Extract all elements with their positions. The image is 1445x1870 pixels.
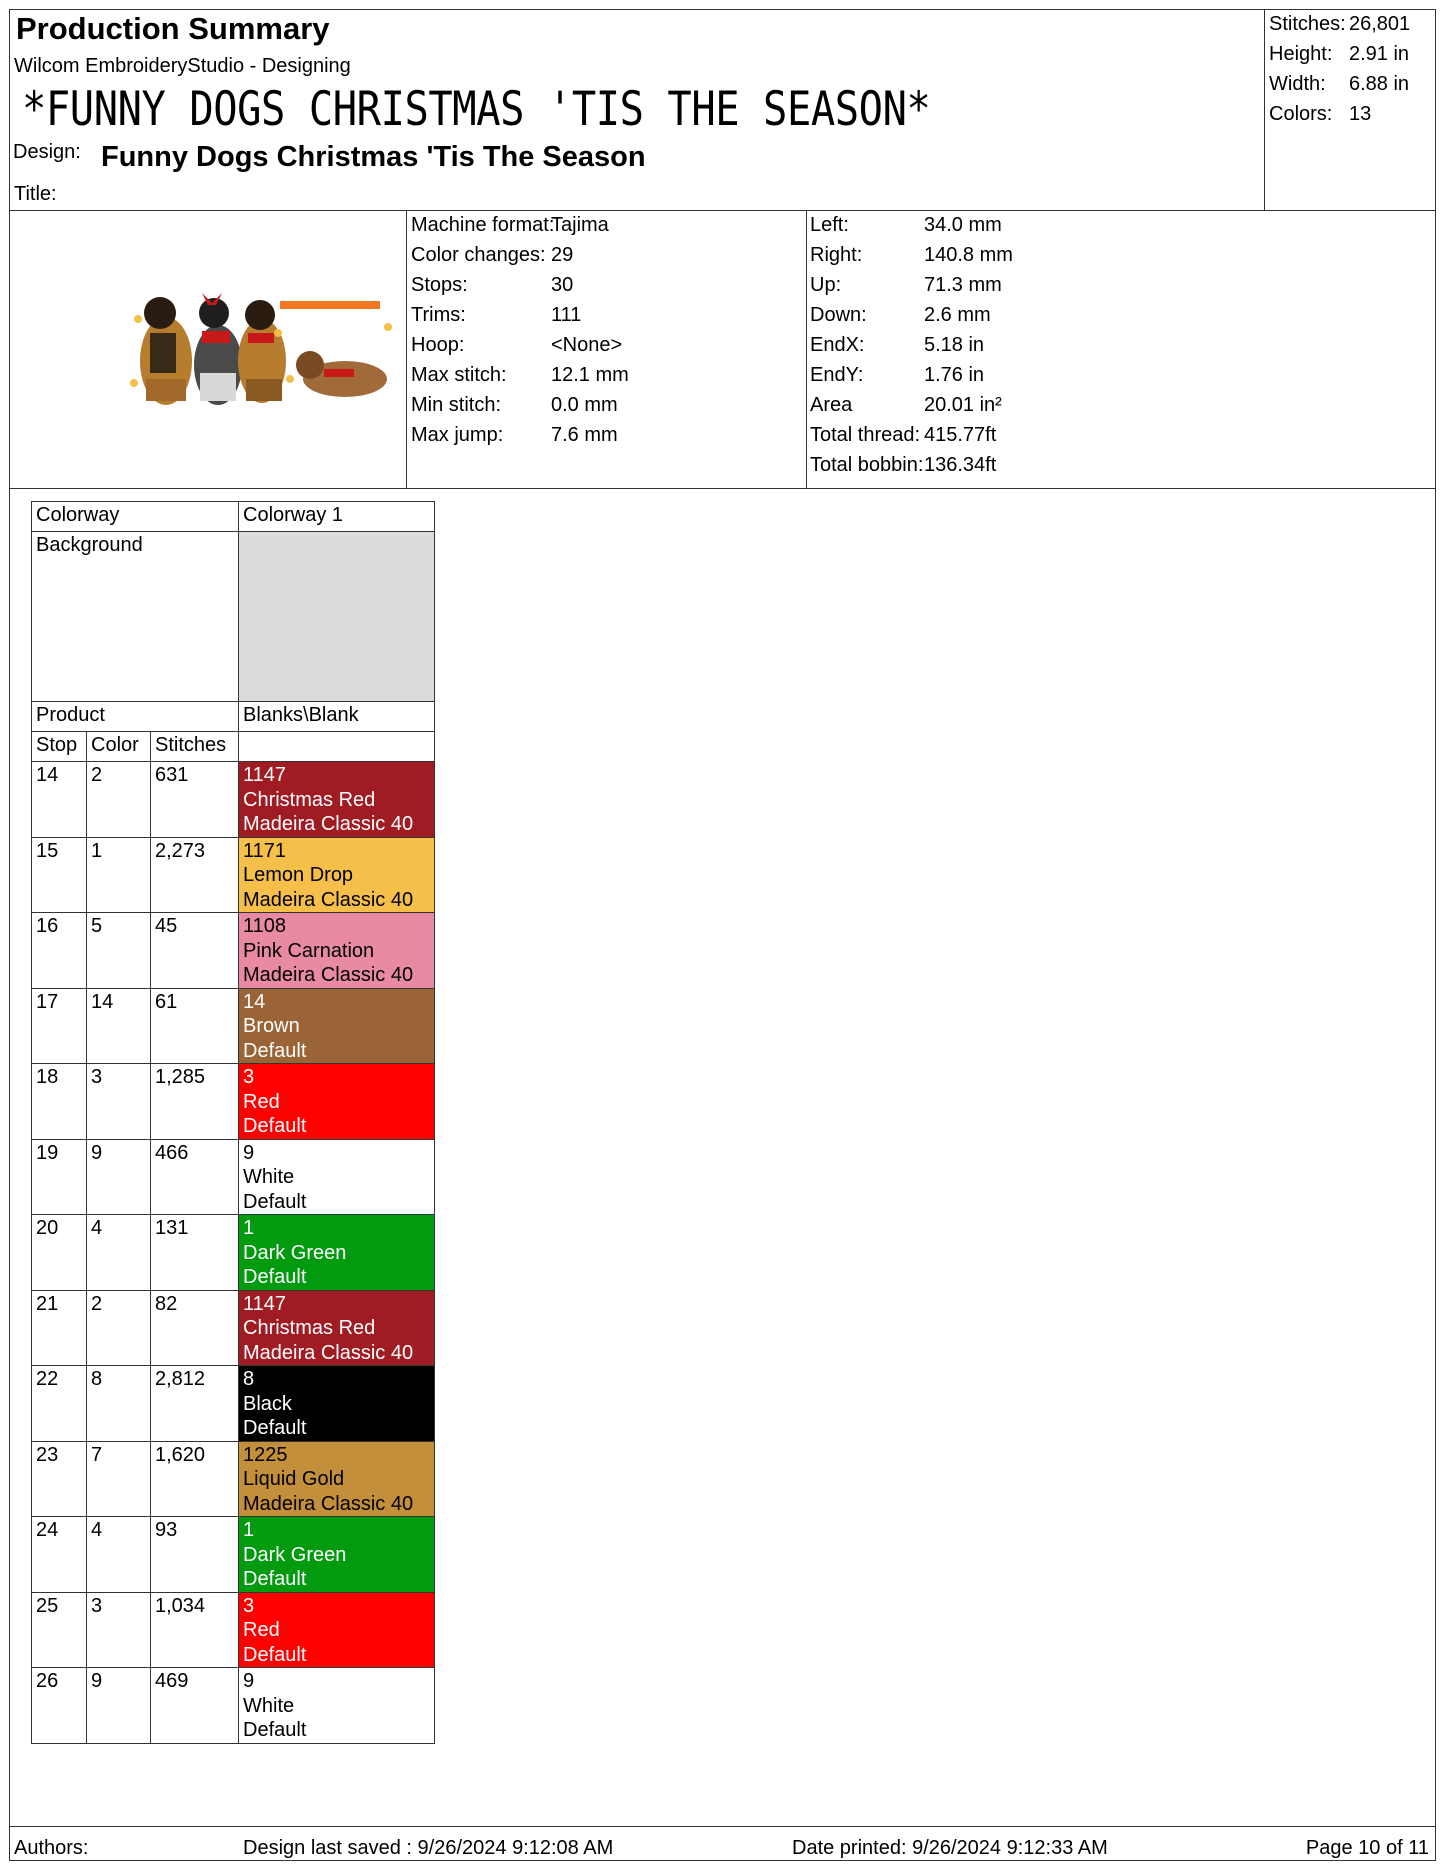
machine-info [411,210,629,450]
report-title: Production Summary [16,11,330,46]
machine-info-label: Trims: [411,304,466,326]
extents-info-row [810,300,991,330]
extents-info-value: 140.8 mm [924,244,1013,266]
stitches-cell: 82 [151,1290,239,1366]
stop-cell: 26 [32,1668,87,1744]
stop-cell: 24 [32,1517,87,1593]
table-row [32,1441,435,1517]
thread-swatch-cell [239,913,435,989]
extents-info-row [810,270,1002,300]
extents-info-row [810,420,997,450]
stop-cell: 21 [32,1290,87,1366]
thread-brand: Default [243,1190,307,1213]
thread-code: 1171 [243,839,287,862]
extents-info-row [810,390,1002,420]
footer-date-printed: Date printed: 9/26/2024 9:12:33 AM [792,1837,1108,1859]
thread-code: 3 [243,1594,255,1617]
thread-swatch-cell [239,762,435,838]
thread-swatch-cell [239,837,435,913]
thread-swatch-cell [239,1366,435,1442]
color-cell: 7 [87,1441,151,1517]
extents-info-value: 1.76 in [924,364,985,386]
color-cell: 1 [87,837,151,913]
machine-info-value: 29 [551,244,574,266]
extents-info-row [810,450,997,480]
summary-value: 2.91 in [1349,43,1410,65]
stop-cell: 16 [32,913,87,989]
thread-code: 1 [243,1519,255,1541]
table-row [32,988,435,1064]
table-row [32,1366,435,1442]
thread-name: Dark Green [243,1241,347,1264]
column-header-stop: Stop [32,732,87,762]
extents-info-row [810,360,985,390]
stitches-cell: 1,620 [151,1441,239,1517]
table-row [32,913,435,989]
extents-info-label: Total bobbin: [810,454,924,476]
thread-code: 9 [243,1141,255,1164]
thread-name: Dark Green [243,1543,347,1566]
thread-swatch-cell [239,1517,435,1593]
stitches-cell: 2,812 [151,1366,239,1442]
machine-info-label: Machine format: [411,214,555,236]
software-name: Wilcom EmbroideryStudio - Designing [14,55,351,77]
stop-cell: 17 [32,988,87,1064]
extents-info-label: Up: [810,274,842,296]
colorway-table [31,501,435,1744]
summary-label: Height: [1269,43,1333,65]
machine-info-row [411,240,574,270]
stitches-cell: 1,034 [151,1592,239,1668]
stop-cell: 25 [32,1592,87,1668]
machine-info-row [411,330,623,360]
stop-cell: 19 [32,1139,87,1215]
table-row [32,1668,435,1744]
stitches-cell: 131 [151,1215,239,1291]
thread-swatch-cell [239,1064,435,1140]
table-row [32,1139,435,1215]
color-cell: 8 [87,1366,151,1442]
machine-info-row [411,300,582,330]
table-row [32,1064,435,1140]
color-cell: 4 [87,1517,151,1593]
colorway-label: Colorway [32,502,239,532]
thread-code: 8 [243,1368,255,1390]
summary-row [1269,9,1411,39]
thread-brand: Default [243,1719,307,1741]
design-preview-image [110,283,395,409]
extents-info-value: 71.3 mm [924,274,1002,296]
machine-info-row [411,420,618,450]
footer-authors: Authors: [14,1837,89,1859]
footer-last-saved: Design last saved : 9/26/2024 9:12:08 AM [243,1837,614,1859]
design-big-title: *FUNNY DOGS CHRISTMAS 'TIS THE SEASON* [22,82,931,137]
thread-brand: Default [243,1568,307,1590]
summary-value: 26,801 [1349,13,1411,35]
extents-info-value: 5.18 in [924,334,985,356]
column-header-color: Color [87,732,151,762]
summary-row [1269,99,1372,129]
thread-name: Lemon Drop [243,864,354,886]
extents-info-label: Area [810,394,853,416]
thread-code: 9 [243,1670,255,1692]
thread-brand: Madeira Classic 40 [243,964,414,986]
color-cell: 2 [87,1290,151,1366]
thread-name: Red [243,1090,280,1113]
extents-info [810,210,1013,480]
design-preview [110,283,395,409]
machine-info-value: 111 [551,304,582,326]
thread-code: 3 [243,1066,255,1088]
machine-info-value: 12.1 mm [551,364,629,386]
extents-info-label: EndX: [810,334,865,356]
extents-info-value: 415.77ft [924,424,997,446]
product-label: Product [32,702,239,732]
machine-info-row [411,210,609,240]
thread-brand: Default [243,1115,307,1137]
color-cell: 2 [87,762,151,838]
machine-info-row [411,270,574,300]
color-cell: 5 [87,913,151,989]
summary-block [1269,9,1411,129]
thread-name: Black [243,1392,292,1415]
extents-info-value: 20.01 in² [924,394,1002,416]
table-row [32,762,435,838]
machine-info-row [411,360,629,390]
extents-info-row [810,240,1013,270]
stitches-cell: 2,273 [151,837,239,913]
colorway-value: Colorway 1 [239,502,435,532]
extents-info-label: EndY: [810,364,864,386]
thread-brand: Madeira Classic 40 [243,813,414,835]
machine-info-label: Color changes: [411,244,546,266]
extents-info-label: Left: [810,214,849,236]
summary-label: Stitches: [1269,13,1346,35]
summary-label: Colors: [1269,103,1333,125]
thread-code: 1147 [243,1292,287,1315]
thread-swatch-cell [239,988,435,1064]
table-row [32,1592,435,1668]
stop-cell: 14 [32,762,87,838]
thread-name: Red [243,1619,280,1641]
design-label: Design: [13,141,81,163]
thread-brand: Default [243,1417,307,1439]
thread-name: Brown [243,1015,300,1037]
thread-brand: Madeira Classic 40 [243,1341,414,1364]
extents-info-label: Total thread: [810,424,921,446]
machine-info-value: 7.6 mm [551,424,618,446]
extents-info-row [810,210,1002,240]
stop-cell: 20 [32,1215,87,1291]
color-cell: 3 [87,1064,151,1140]
stitches-cell: 61 [151,988,239,1064]
stitches-cell: 93 [151,1517,239,1593]
thread-swatch-cell [239,1139,435,1215]
thread-name: White [243,1694,295,1717]
thread-brand: Madeira Classic 40 [243,1492,414,1515]
stop-cell: 23 [32,1441,87,1517]
thread-code: 14 [243,990,266,1013]
thread-brand: Default [243,1039,307,1062]
summary-label: Width: [1269,73,1326,95]
stitches-cell: 469 [151,1668,239,1744]
thread-code: 1108 [243,915,287,937]
thread-name: Pink Carnation [243,939,375,962]
machine-info-value: <None> [551,334,623,356]
background-swatch [239,532,435,702]
stitches-cell: 1,285 [151,1064,239,1140]
thread-code: 1147 [243,764,287,786]
table-row [32,837,435,913]
color-cell: 9 [87,1139,151,1215]
stop-cell: 15 [32,837,87,913]
color-cell: 9 [87,1668,151,1744]
thread-name: White [243,1166,295,1188]
design-name: Funny Dogs Christmas 'Tis The Season [101,141,646,173]
column-header-stitches: Stitches [151,732,239,762]
stitches-cell: 466 [151,1139,239,1215]
thread-code: 1 [243,1217,255,1239]
extents-info-value: 136.34ft [924,454,997,476]
title-label: Title: [14,183,57,205]
summary-value: 6.88 in [1349,73,1410,95]
extents-info-value: 34.0 mm [924,214,1002,236]
table-row [32,1517,435,1593]
thread-swatch-cell [239,1290,435,1366]
extents-info-row [810,330,985,360]
machine-info-label: Hoop: [411,334,465,356]
footer-page-number: Page 10 of 11 [1305,1837,1429,1859]
machine-info-label: Max stitch: [411,364,507,386]
machine-info-value: 30 [551,274,574,296]
machine-info-value: 0.0 mm [551,394,618,416]
machine-info-value: Tajima [551,214,609,236]
machine-info-label: Max jump: [411,424,504,446]
thread-swatch-cell [239,1441,435,1517]
stop-cell: 22 [32,1366,87,1442]
thread-brand: Default [243,1643,307,1666]
summary-row [1269,39,1410,69]
extents-info-value: 2.6 mm [924,304,991,326]
thread-name: Liquid Gold [243,1468,345,1490]
thread-brand: Madeira Classic 40 [243,888,414,911]
thread-swatch-cell [239,1215,435,1291]
stop-cell: 18 [32,1064,87,1140]
color-cell: 3 [87,1592,151,1668]
summary-value: 13 [1349,103,1372,125]
extents-info-label: Down: [810,304,867,326]
stitches-cell: 45 [151,913,239,989]
thread-swatch-cell [239,1592,435,1668]
machine-info-label: Min stitch: [411,394,502,416]
stitches-cell: 631 [151,762,239,838]
color-cell: 4 [87,1215,151,1291]
machine-info-row [411,390,618,420]
color-cell: 14 [87,988,151,1064]
thread-name: Christmas Red [243,1317,376,1339]
extents-info-label: Right: [810,244,863,266]
thread-brand: Default [243,1266,307,1288]
thread-code: 1225 [243,1443,288,1466]
production-summary-page [9,9,1436,1861]
product-value: Blanks\Blank [239,702,435,732]
thread-swatch-cell [239,1668,435,1744]
background-label: Background [32,532,239,702]
machine-info-label: Stops: [411,274,468,296]
table-row [32,1215,435,1291]
summary-row [1269,69,1410,99]
table-row [32,1290,435,1366]
thread-name: Christmas Red [243,788,376,811]
